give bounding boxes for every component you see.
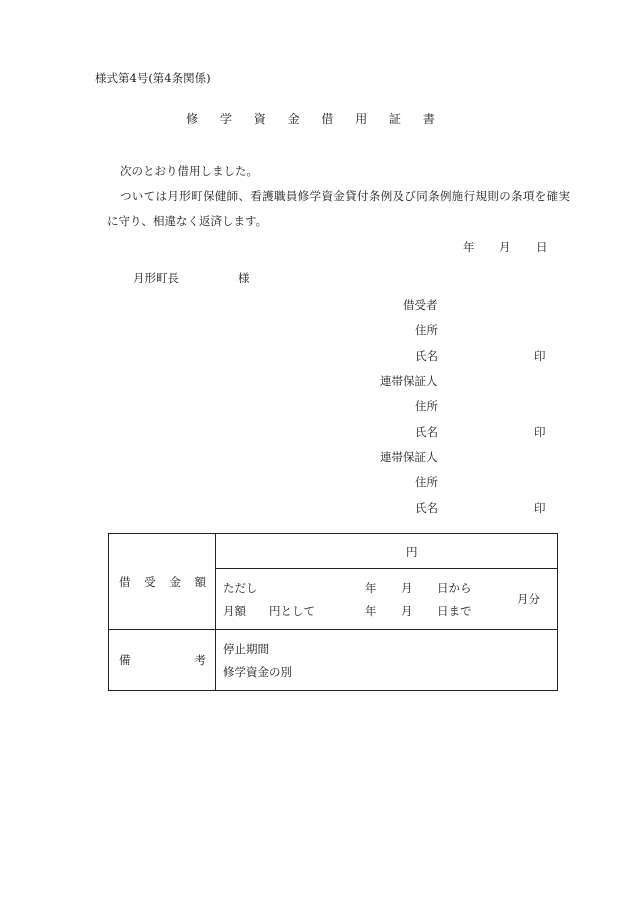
from-month-label: 月 xyxy=(401,581,413,595)
addressee-name: 月形町長 xyxy=(133,271,179,285)
loan-details-table xyxy=(108,533,558,691)
suspension-period-label: 停止期間 xyxy=(223,642,269,656)
form-number: 様式第4号(第4条関係) xyxy=(95,71,211,85)
repayment-period-cell xyxy=(216,569,558,630)
months-portion-label: 月分 xyxy=(517,592,540,606)
to-month-label: 月 xyxy=(401,604,413,618)
date-month-label: 月 xyxy=(499,240,511,254)
to-day-label: 日まで xyxy=(437,604,472,618)
terms-paragraph-line2: に守り、相違なく返済します。 xyxy=(107,214,268,228)
guarantor1-name-label: 氏名 xyxy=(415,425,438,439)
guarantor1-seal-mark: 印 xyxy=(534,425,546,439)
remarks-label-cell xyxy=(109,630,216,691)
yen-label: 円 xyxy=(406,545,418,559)
guarantor2-address-label: 住所 xyxy=(415,475,438,489)
date-year-label: 年 xyxy=(463,240,475,254)
monthly-label: 月額 xyxy=(223,604,246,618)
guarantor1-heading: 連帯保証人 xyxy=(380,374,438,388)
proviso-label: ただし xyxy=(223,581,258,595)
terms-paragraph-line1: ついては月形町保健師、看護職員修学資金貸付条例及び同条例施行規則の条項を確実 xyxy=(120,189,571,203)
intro-paragraph: 次のとおり借用しました。 xyxy=(120,164,258,178)
yen-as-label: 円として xyxy=(269,604,315,618)
borrower-heading: 借受者 xyxy=(403,298,438,312)
remarks-cell xyxy=(216,630,558,691)
borrower-seal-mark: 印 xyxy=(534,349,546,363)
addressee-honorific: 様 xyxy=(238,271,250,285)
amount-label: 借 受 金 額 xyxy=(119,574,206,589)
borrower-name-label: 氏名 xyxy=(415,349,438,363)
from-year-label: 年 xyxy=(365,581,377,595)
to-year-label: 年 xyxy=(365,604,377,618)
fund-type-label: 修学資金の別 xyxy=(223,665,292,679)
remarks-label: 備 考 xyxy=(119,653,206,667)
guarantor2-seal-mark: 印 xyxy=(534,501,546,515)
borrower-address-label: 住所 xyxy=(415,323,438,337)
guarantor1-address-label: 住所 xyxy=(415,399,438,413)
date-day-label: 日 xyxy=(536,240,548,254)
amount-yen-cell xyxy=(216,534,558,569)
document-title: 修 学 資 金 借 用 証 書 xyxy=(186,112,444,126)
amount-label-cell xyxy=(109,534,216,630)
guarantor2-name-label: 氏名 xyxy=(415,501,438,515)
from-day-label: 日から xyxy=(437,581,472,595)
guarantor2-heading: 連帯保証人 xyxy=(380,450,438,464)
